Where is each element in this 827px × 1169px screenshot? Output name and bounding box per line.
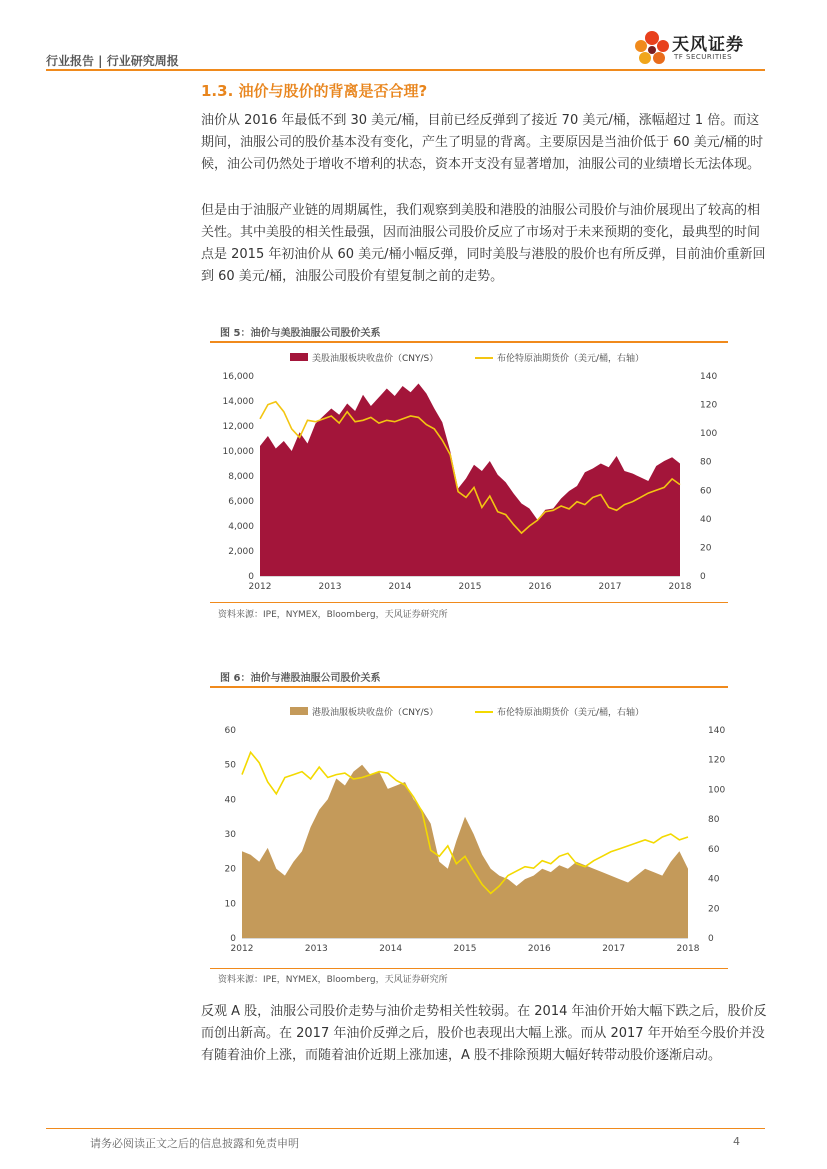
figure-6-top-rule	[210, 686, 728, 688]
y-left-tick-label: 2,000	[228, 547, 254, 557]
legend-entry	[475, 352, 644, 364]
legend-entry	[475, 706, 644, 718]
y-right-tick-label: 0	[708, 934, 714, 944]
paragraph-text: 但是由于油服产业链的周期属性，我们观察到美股和港股的油服公司股价与油价展现出了较高的相关性。其中美股的相关性最强，因而油服公司股价反应了市场对于未来预期的变化，最典型的时间点是 2015 年初油价从 60 美元/桶小幅反弹，同时美股与港股的股价也有所反弹，目前油价重新回到 60 美元/桶，油服公司股价有望复制之前的走势。	[201, 203, 766, 284]
figure-5-source: 资料来源：IPE，NYMEX，Bloomberg，天风证券研究所	[218, 610, 448, 620]
logo-subtitle: TF SECURITIES	[674, 53, 733, 61]
figure-6-source: 资料来源：IPE，NYMEX，Bloomberg，天风证券研究所	[218, 975, 448, 985]
y-right-tick-label: 120	[708, 755, 726, 766]
y-right-tick-label: 80	[700, 457, 712, 468]
y-left-tick-label: 20	[224, 864, 236, 875]
legend-label: 布伦特原油期货价（美元/桶，右轴）	[497, 708, 645, 718]
x-tick-label: 2015	[453, 944, 477, 954]
y-right-tick-label: 60	[708, 844, 720, 855]
y-right-tick-label: 120	[700, 400, 718, 411]
figure-6-bottom-rule	[210, 968, 728, 969]
y-left-tick-label: 10,000	[222, 447, 254, 457]
y-left-tick-label: 0	[248, 572, 254, 582]
y-left-tick-label: 40	[224, 795, 236, 806]
y-right-tick-label: 0	[700, 572, 706, 582]
body-paragraph-1	[201, 110, 767, 176]
y-left-tick-label: 8,000	[228, 472, 254, 482]
x-tick-label: 2012	[230, 944, 254, 954]
figure-6-svg	[210, 690, 728, 968]
x-tick-label: 2012	[248, 582, 272, 592]
figure-5-bottom-rule	[210, 602, 728, 603]
x-tick-label: 2017	[602, 944, 626, 954]
body-paragraph-2	[201, 200, 767, 288]
tf-securities-logo	[632, 28, 772, 72]
y-left-tick-label: 16,000	[222, 372, 254, 382]
y-left-tick-label: 10	[224, 899, 236, 910]
flower-logo-icon	[632, 28, 672, 72]
y-left-tick-label: 30	[224, 830, 236, 840]
page-number: 4	[733, 1135, 740, 1148]
footer-divider	[46, 1128, 765, 1129]
y-left-tick-label: 60	[224, 726, 236, 736]
x-tick-label: 2014	[379, 944, 403, 954]
y-right-tick-label: 140	[708, 726, 726, 736]
figure-6-chart	[210, 690, 728, 968]
figure-5-top-rule	[210, 341, 728, 343]
y-right-tick-label: 20	[700, 543, 712, 554]
x-tick-label: 2018	[668, 582, 692, 592]
legend-swatch	[290, 707, 308, 715]
x-tick-label: 2016	[527, 944, 551, 954]
y-right-tick-label: 20	[708, 904, 720, 915]
report-header-label: 行业报告 | 行业研究周报	[46, 54, 179, 68]
x-tick-label: 2015	[458, 582, 482, 592]
legend-entry	[290, 352, 438, 364]
x-tick-label: 2016	[528, 582, 552, 592]
legend-entry	[290, 706, 438, 718]
y-left-tick-label: 0	[230, 934, 236, 944]
y-right-tick-label: 40	[700, 514, 712, 525]
series-area	[260, 384, 680, 577]
figure-6-title: 图 6：油价与港股油服公司股价关系	[220, 673, 381, 684]
x-tick-label: 2017	[598, 582, 622, 592]
y-right-tick-label: 80	[708, 815, 720, 826]
y-right-tick-label: 60	[700, 486, 712, 497]
footer-disclaimer: 请务必阅读正文之后的信息披露和免责申明	[90, 1137, 299, 1150]
body-paragraph-3	[201, 1001, 767, 1067]
figure-5-chart	[210, 346, 728, 602]
series-area	[242, 765, 688, 938]
legend-label: 港股油服板块收盘价（CNY/S）	[312, 708, 439, 718]
x-tick-label: 2014	[388, 582, 412, 592]
y-left-tick-label: 12,000	[222, 422, 254, 432]
y-left-tick-label: 50	[224, 760, 236, 771]
x-tick-label: 2018	[676, 944, 700, 954]
y-right-tick-label: 40	[708, 874, 720, 885]
paragraph-text: 反观 A 股，油服公司股价走势与油价走势相关性较弱。在 2014 年油价开始大幅下跌之后，股价反而创出新高。在 2017 年油价反弹之后，股价也表现出大幅上涨。而从 2017 年开始至今股价并没有随着油价上涨，而随着油价近期上涨加速，A 股不排除预期大幅好转带动股价逐渐启动。	[201, 1004, 767, 1063]
legend-label: 布伦特原油期货价（美元/桶，右轴）	[497, 354, 645, 364]
y-left-tick-label: 6,000	[228, 497, 254, 507]
figure-5-svg	[210, 346, 728, 602]
y-left-tick-label: 4,000	[228, 522, 254, 532]
x-tick-label: 2013	[318, 582, 342, 592]
section-title: 1.3. 油价与股价的背离是否合理?	[201, 82, 428, 100]
paragraph-text: 油价从 2016 年最低不到 30 美元/桶，目前已经反弹到了接近 70 美元/桶，涨幅超过 1 倍。而这期间，油服公司的股价基本没有变化，产生了明显的背离。主要原因是当油价低于 60 美元/桶的时候，油公司仍然处于增收不增利的状态，资本开支没有显著增加，油服公司的业绩增长无法体现。	[201, 113, 764, 172]
logo-name: 天风证券	[672, 35, 744, 55]
x-tick-label: 2013	[304, 944, 328, 954]
y-right-tick-label: 100	[700, 429, 718, 440]
legend-label: 美股油服板块收盘价（CNY/S）	[312, 354, 439, 364]
y-right-tick-label: 100	[708, 785, 726, 796]
legend-swatch	[290, 353, 308, 361]
y-left-tick-label: 14,000	[222, 397, 254, 407]
figure-5-title: 图 5：油价与美股油服公司股价关系	[220, 328, 381, 339]
y-right-tick-label: 140	[700, 372, 718, 382]
